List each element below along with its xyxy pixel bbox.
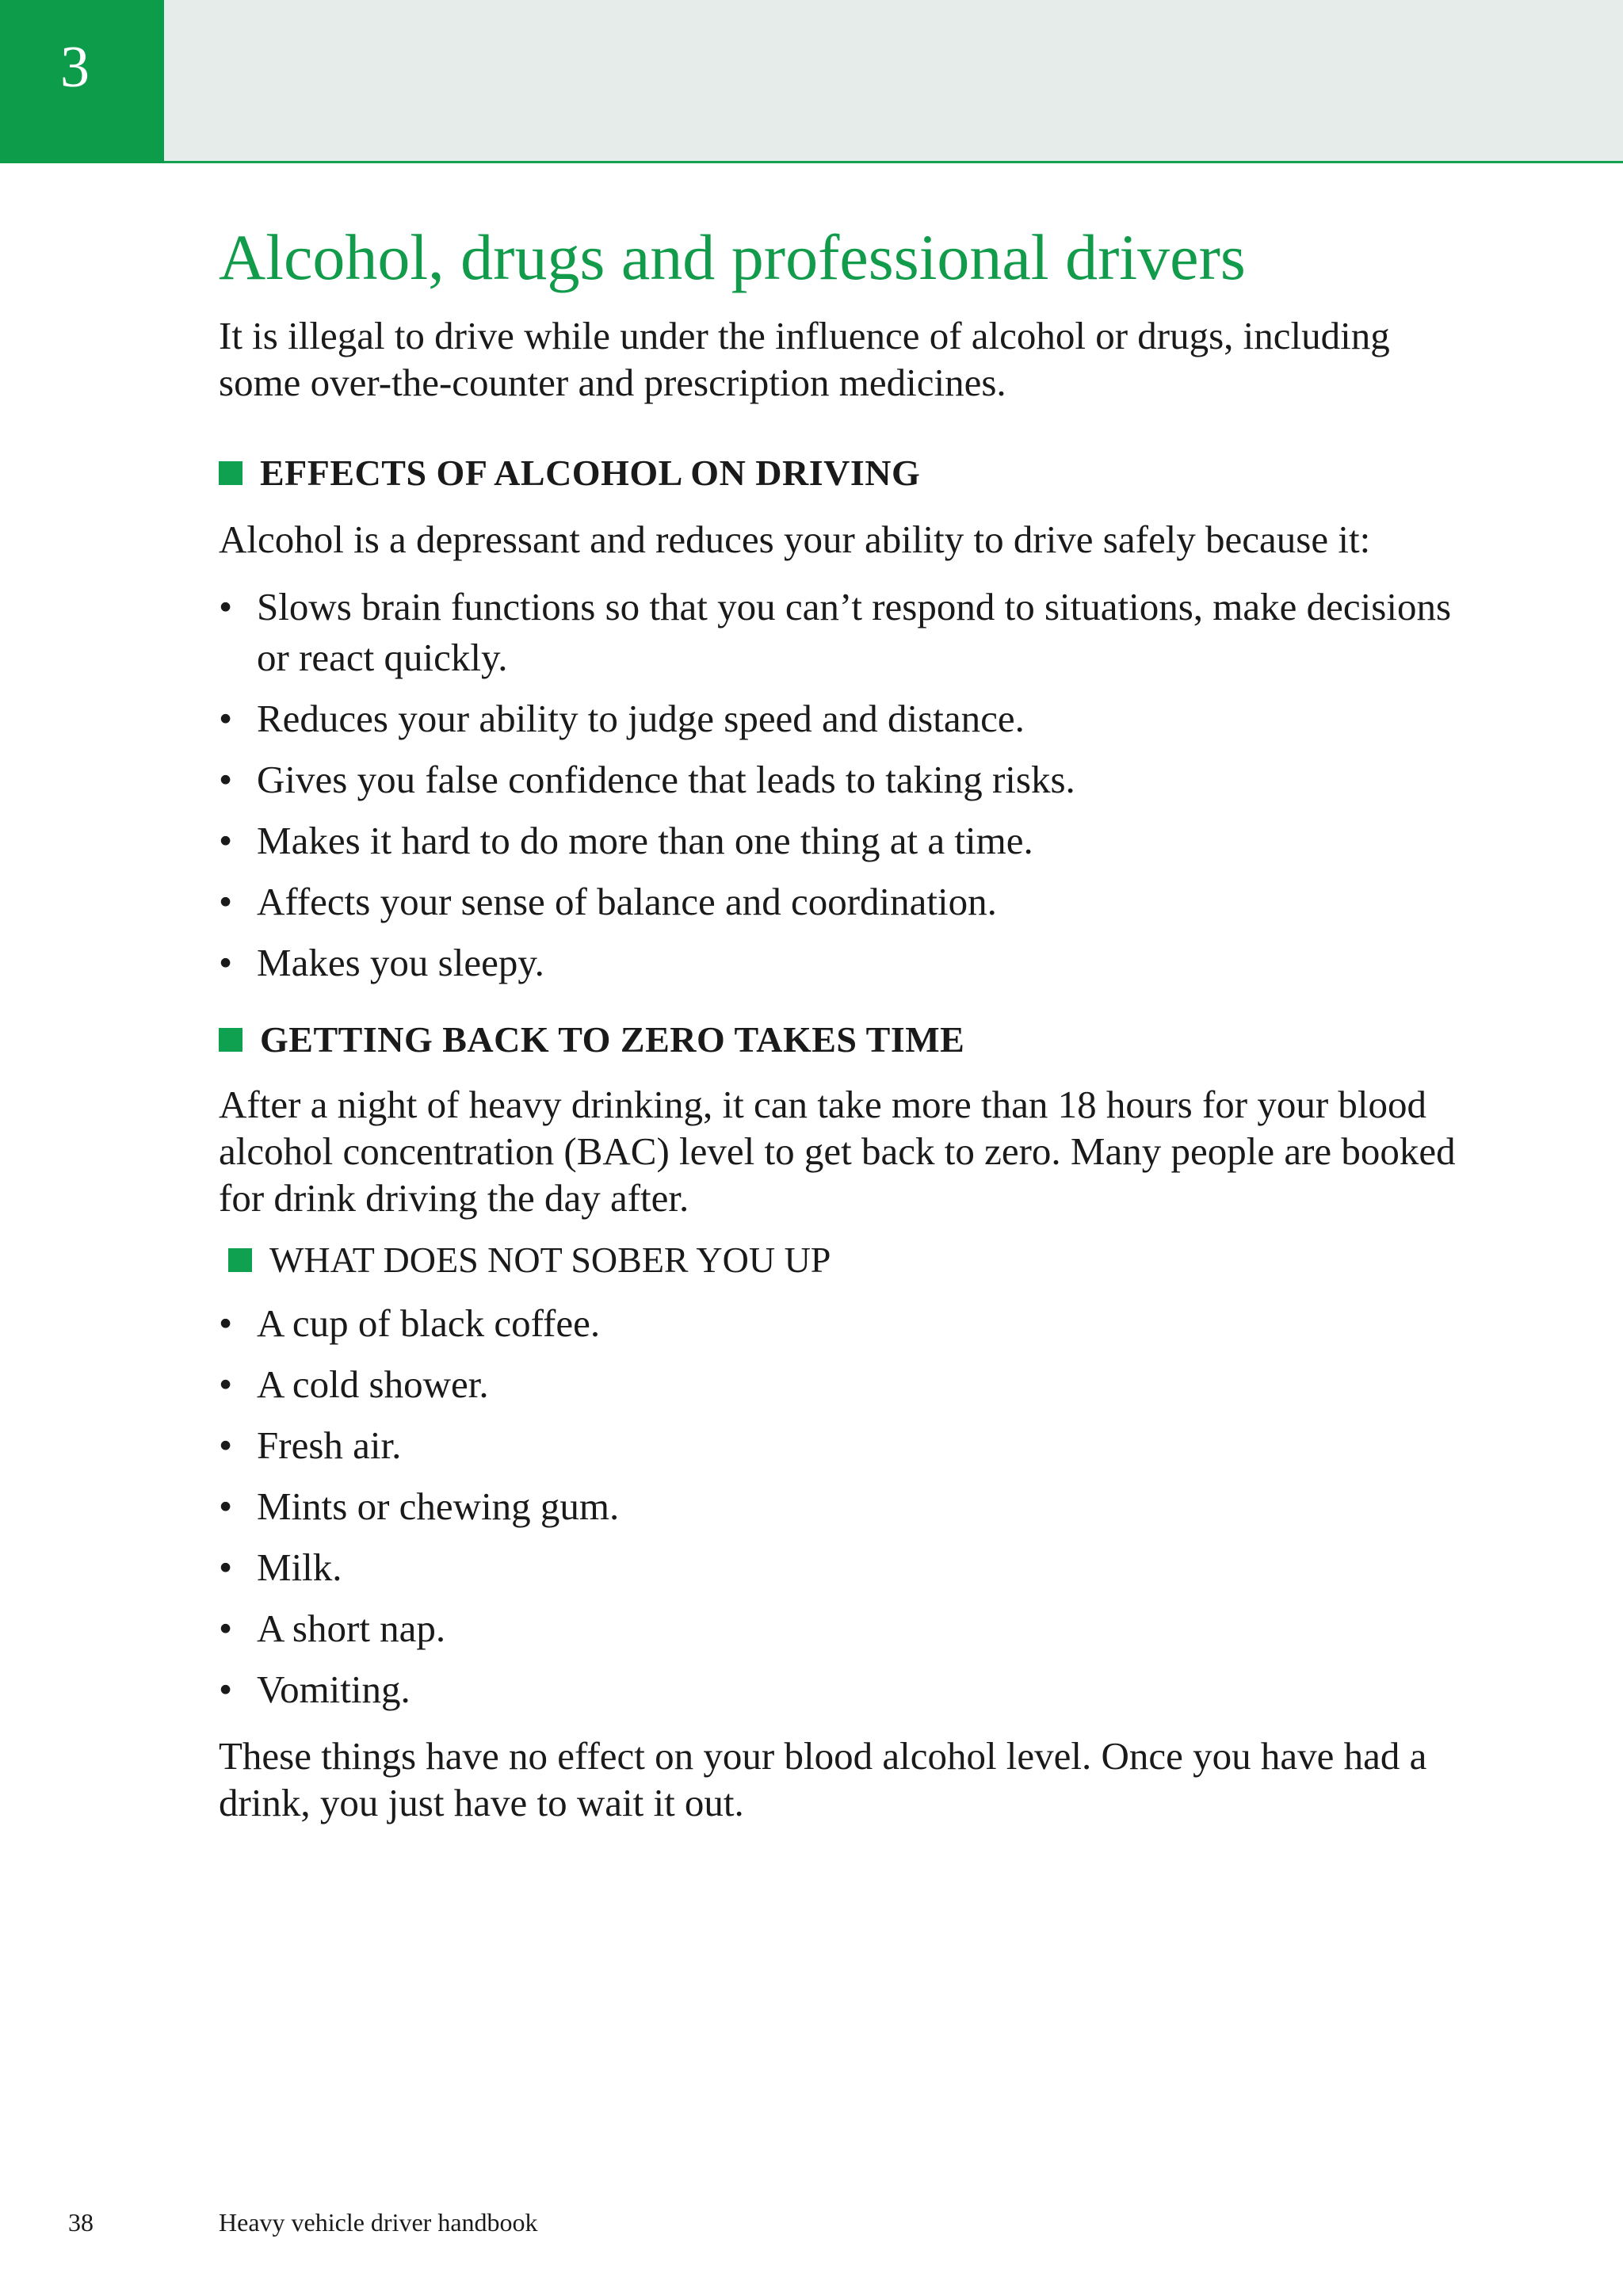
footer-book-title: Heavy vehicle driver handbook [219, 2208, 538, 2237]
list-item: • Makes it hard to do more than one thing at a time. [219, 816, 1463, 866]
header-band [0, 0, 1623, 163]
not-sober-bullet-list [219, 1298, 1463, 1715]
section-heading-text: EFFECTS OF ALCOHOL ON DRIVING [260, 453, 921, 494]
list-item: • Gives you false confidence that leads to taking risks. [219, 755, 1463, 805]
footer-page-number: 38 [68, 2208, 94, 2237]
bullet-dot-icon: • [219, 941, 233, 985]
effects-lead-paragraph: Alcohol is a depressant and reduces your ability to drive safely because it: [219, 518, 1371, 562]
chapter-number: 3 [60, 35, 90, 100]
list-item: • A short nap. [219, 1603, 1463, 1654]
page-content [219, 222, 1463, 1826]
list-item: • Slows brain functions so that you can’t respond to situations, make decisions or react quickly. [219, 582, 1463, 683]
list-item: • Makes you sleepy. [219, 938, 1463, 988]
closing-paragraph: These things have no effect on your blood alcohol level. Once you have had a drink, you just have to wait it out. [219, 1734, 1427, 1825]
list-item: • Reduces your ability to judge speed and distance. [219, 693, 1463, 744]
zero-body-paragraph: After a night of heavy drinking, it can take more than 18 hours for your blood alcohol concentration (BAC) level to get back to zero. Many people are booked for drink driving the day after. [219, 1083, 1456, 1221]
bullet-dot-icon: • [219, 1668, 233, 1712]
bullet-dot-icon: • [219, 758, 233, 802]
list-item: • Milk. [219, 1542, 1463, 1593]
bullet-dot-icon: • [219, 1484, 233, 1529]
list-item: • A cup of black coffee. [219, 1298, 1463, 1349]
bullet-dot-icon: • [219, 585, 233, 629]
bullet-dot-icon: • [219, 1606, 233, 1651]
subheading-not-sober [219, 1239, 1463, 1281]
list-item: • Vomiting. [219, 1664, 1463, 1715]
bullet-dot-icon: • [219, 697, 233, 741]
green-square-bullet-icon [219, 461, 242, 485]
chapter-tab [0, 0, 164, 163]
list-item: • Affects your sense of balance and coordination. [219, 877, 1463, 927]
green-square-bullet-icon [228, 1248, 252, 1272]
intro-paragraph: It is illegal to drive while under the influence of alcohol or drugs, including some over-the-counter and prescription medicines. [219, 314, 1390, 405]
list-item: • A cold shower. [219, 1359, 1463, 1410]
green-square-bullet-icon [219, 1028, 242, 1052]
subheading-text: WHAT DOES NOT SOBER YOU UP [269, 1240, 831, 1281]
bullet-dot-icon: • [219, 880, 233, 924]
bullet-dot-icon: • [219, 1362, 233, 1407]
bullet-dot-icon: • [219, 1301, 233, 1346]
section-heading-effects [219, 452, 1463, 494]
section-heading-text: GETTING BACK TO ZERO TAKES TIME [260, 1019, 965, 1060]
effects-bullet-list [219, 582, 1463, 988]
list-item: • Mints or chewing gum. [219, 1481, 1463, 1532]
bullet-dot-icon: • [219, 1545, 233, 1590]
bullet-dot-icon: • [219, 1423, 233, 1468]
section-heading-zero [219, 1018, 1463, 1060]
list-item: • Fresh air. [219, 1420, 1463, 1471]
bullet-dot-icon: • [219, 819, 233, 863]
page-title: Alcohol, drugs and professional drivers [219, 221, 1246, 293]
